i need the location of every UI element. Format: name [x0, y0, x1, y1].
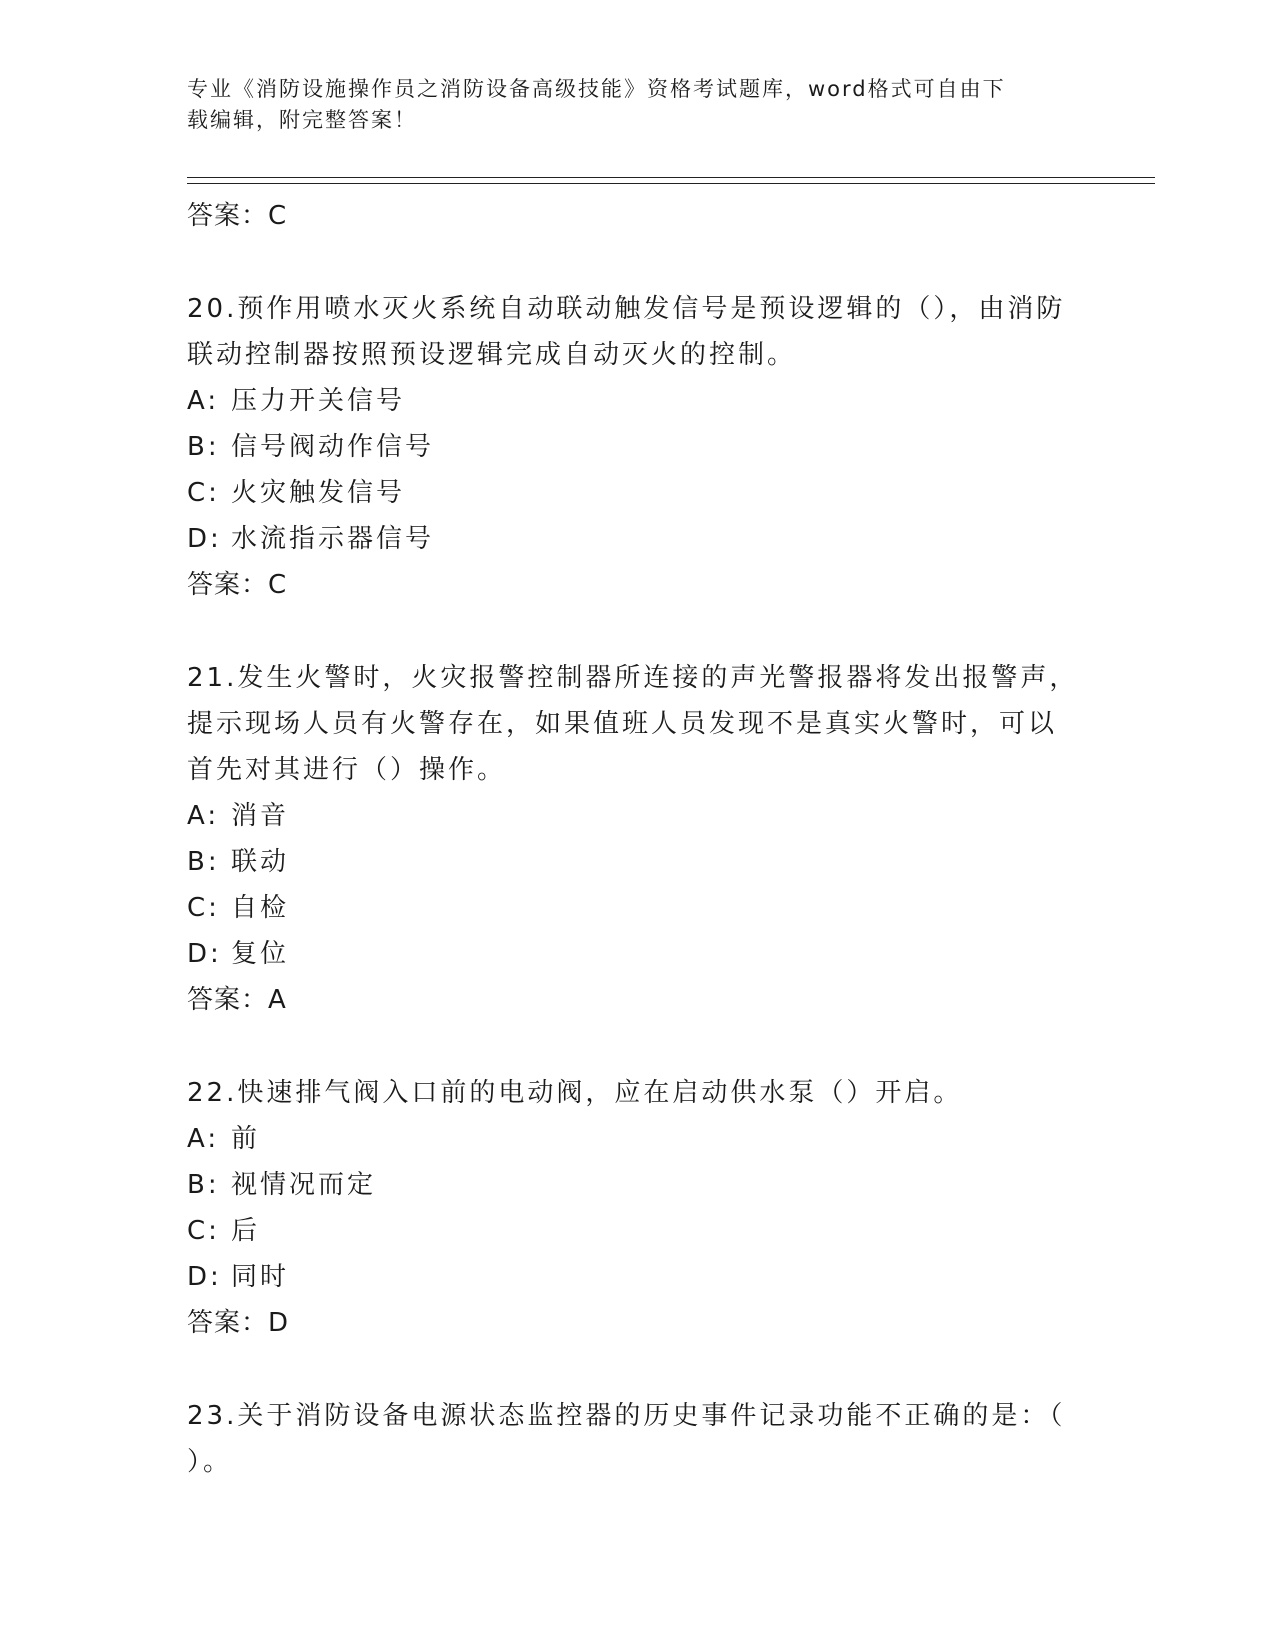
option-c [187, 470, 1087, 516]
answer-label: 答案： [187, 201, 269, 231]
option-a [187, 1116, 1087, 1162]
answer-label: 答案： [187, 570, 269, 600]
option-text: 水流指示器信号 [231, 524, 435, 554]
option-b [187, 424, 1087, 470]
option-d [187, 516, 1087, 562]
answer-line-prev [187, 193, 1087, 239]
option-d [187, 931, 1087, 977]
option-text: 复位 [231, 939, 290, 969]
question-text-line: 联动控制器按照预设逻辑完成自动灭火的控制。 [187, 340, 797, 370]
option-d [187, 1254, 1087, 1300]
option-key: B: [187, 432, 220, 462]
option-key: B: [187, 1170, 220, 1200]
answer-label: 答案： [187, 1308, 269, 1338]
answer-value: A [268, 985, 289, 1015]
question-text-line: 22.快速排气阀入口前的电动阀，应在启动供水泵（）开启。 [187, 1078, 963, 1108]
answer-value: C [268, 201, 290, 231]
answer-value: C [268, 570, 290, 600]
answer-label: 答案： [187, 985, 269, 1015]
option-key: A: [187, 801, 220, 831]
option-text: 视情况而定 [231, 1170, 377, 1200]
option-b [187, 1162, 1087, 1208]
option-key: A: [187, 1124, 220, 1154]
header-rule-bottom [187, 183, 1155, 184]
option-text: 前 [231, 1124, 261, 1154]
header-line-2: 载编辑，附完整答案！ [187, 108, 417, 132]
answer-line [187, 562, 1087, 608]
header-line-1: 专业《消防设施操作员之消防设备高级技能》资格考试题库，word格式可自由下 [187, 77, 1006, 101]
option-key: D: [187, 1262, 222, 1292]
option-key: D: [187, 524, 222, 554]
option-key: C: [187, 893, 220, 923]
question-list [187, 193, 1087, 1485]
answer-line [187, 977, 1087, 1023]
question-23 [187, 1393, 1087, 1485]
option-key: B: [187, 847, 220, 877]
answer-value: D [268, 1308, 292, 1338]
option-c [187, 885, 1087, 931]
option-key: C: [187, 1216, 220, 1246]
option-text: 火灾触发信号 [231, 478, 406, 508]
option-text: 压力开关信号 [231, 386, 406, 416]
question-21 [187, 655, 1087, 1023]
option-b [187, 839, 1087, 885]
option-text: 联动 [231, 847, 290, 877]
option-text: 自检 [231, 893, 290, 923]
option-text: 同时 [231, 1262, 290, 1292]
question-20 [187, 286, 1087, 608]
option-key: D: [187, 939, 222, 969]
question-22 [187, 1070, 1087, 1346]
option-c [187, 1208, 1087, 1254]
option-text: 后 [231, 1216, 261, 1246]
question-text-line: 21.发生火警时，火灾报警控制器所连接的声光警报器将发出报警声， [187, 663, 1079, 693]
question-text-line: ）。 [187, 1447, 233, 1477]
answer-line [187, 1300, 1087, 1346]
question-text-line: 首先对其进行（）操作。 [187, 755, 507, 785]
question-text-line: 20.预作用喷水灭火系统自动联动触发信号是预设逻辑的（），由消防 [187, 294, 1066, 324]
question-text-line: 提示现场人员有火警存在，如果值班人员发现不是真实火警时，可以 [187, 709, 1058, 739]
option-text: 信号阀动作信号 [231, 432, 435, 462]
page-header [187, 74, 1067, 136]
option-text: 消音 [231, 801, 290, 831]
question-text-line: 23.关于消防设备电源状态监控器的历史事件记录功能不正确的是：（ [187, 1401, 1066, 1431]
header-rule-top [187, 177, 1155, 178]
option-a [187, 378, 1087, 424]
option-key: C: [187, 478, 220, 508]
option-a [187, 793, 1087, 839]
option-key: A: [187, 386, 220, 416]
